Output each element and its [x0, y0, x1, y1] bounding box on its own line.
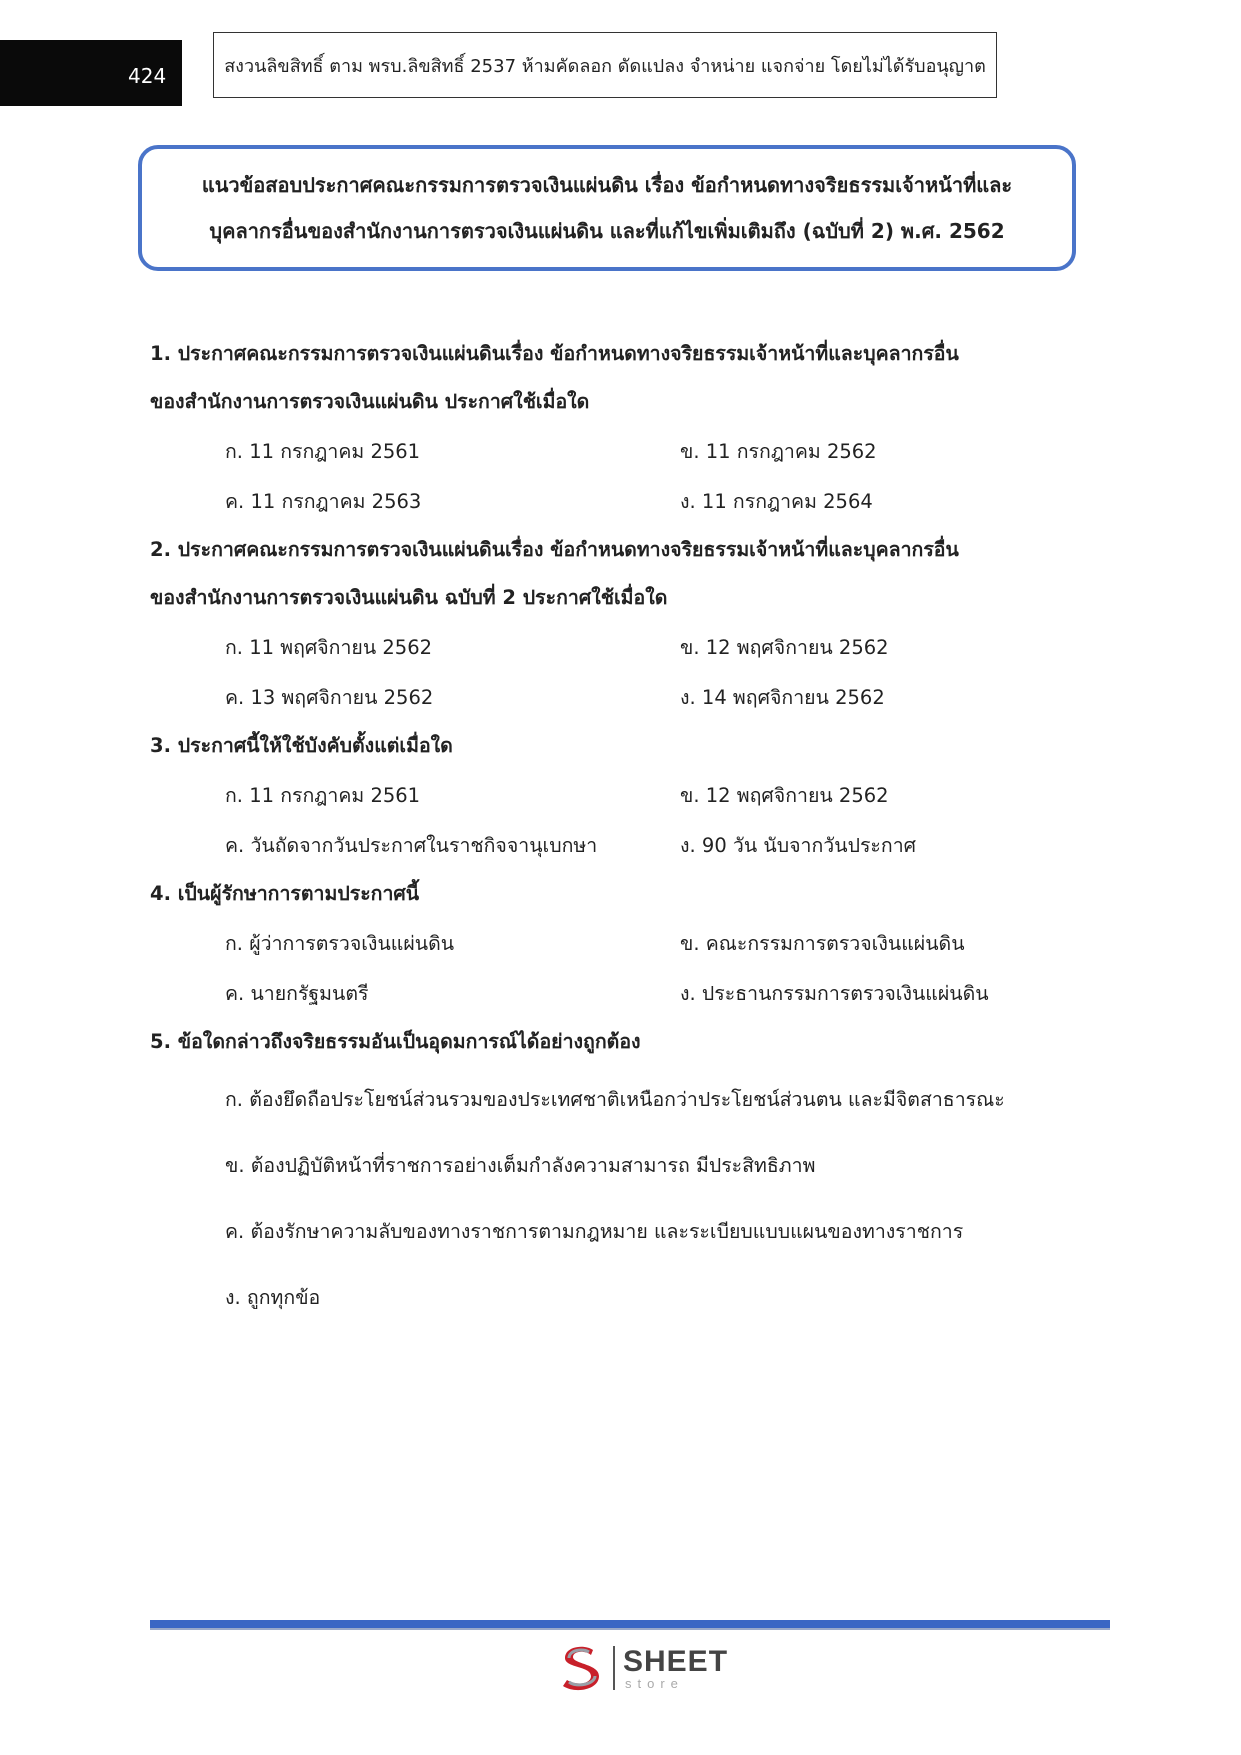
option-b: ข. คณะกรรมการตรวจเงินแผ่นดิน — [680, 931, 965, 955]
footer-divider-shadow — [150, 1628, 1110, 1630]
option-c: ค. ต้องรักษาความลับของทางราชการตามกฎหมาย และระเบียบแบบแผนของทางราชการ — [225, 1219, 964, 1243]
question-text-cont: ของสำนักงานการตรวจเงินแผ่นดิน ประกาศใช้เมื่อใด — [150, 390, 590, 413]
option-a: ก. 11 พฤศจิกายน 2562 — [225, 635, 433, 659]
question-3 — [150, 722, 1100, 870]
question-text: 5. ข้อใดกล่าวถึงจริยธรรมอันเป็นอุดมการณ์ได้อย่างถูกต้อง — [150, 1030, 641, 1053]
page-number: 424 — [128, 64, 167, 88]
logo-divider — [613, 1646, 615, 1690]
option-d: ง. 11 กรกฎาคม 2564 — [680, 489, 873, 513]
logo-brand: SHEET — [623, 1644, 729, 1678]
question-text: 3. ประกาศนี้ให้ใช้บังคับตั้งแต่เมื่อใด — [150, 734, 453, 757]
option-c: ค. วันถัดจากวันประกาศในราชกิจจานุเบกษา — [225, 833, 598, 857]
footer-divider — [150, 1620, 1110, 1628]
option-b: ข. ต้องปฏิบัติหน้าที่ราชการอย่างเต็มกำลังความสามารถ มีประสิทธิภาพ — [225, 1153, 816, 1177]
option-b: ข. 12 พฤศจิกายน 2562 — [680, 783, 889, 807]
option-a: ก. ต้องยึดถือประโยชน์ส่วนรวมของประเทศชาติเหนือกว่าประโยชน์ส่วนตน และมีจิตสาธารณะ — [225, 1087, 1005, 1111]
question-text: 1. ประกาศคณะกรรมการตรวจเงินแผ่นดินเรื่อง ข้อกำหนดทางจริยธรรมเจ้าหน้าที่และบุคลากรอื่น — [150, 342, 959, 365]
option-b: ข. 11 กรกฎาคม 2562 — [680, 439, 877, 463]
sheet-store-s-icon — [555, 1642, 605, 1694]
document-title-box — [138, 145, 1076, 271]
question-list — [150, 330, 1100, 1330]
option-d: ง. 14 พฤศจิกายน 2562 — [680, 685, 885, 709]
question-5 — [150, 1018, 1100, 1330]
question-4 — [150, 870, 1100, 1018]
title-line-1: แนวข้อสอบประกาศคณะกรรมการตรวจเงินแผ่นดิน เรื่อง ข้อกำหนดทางจริยธรรมเจ้าหน้าที่และ — [201, 173, 1013, 197]
question-text-cont: ของสำนักงานการตรวจเงินแผ่นดิน ฉบับที่ 2 ประกาศใช้เมื่อใด — [150, 586, 668, 609]
question-text: 2. ประกาศคณะกรรมการตรวจเงินแผ่นดินเรื่อง ข้อกำหนดทางจริยธรรมเจ้าหน้าที่และบุคลากรอื่น — [150, 538, 959, 561]
option-a: ก. 11 กรกฎาคม 2561 — [225, 783, 421, 807]
option-d: ง. ประธานกรรมการตรวจเงินแผ่นดิน — [680, 981, 989, 1005]
option-d: ง. 90 วัน นับจากวันประกาศ — [680, 833, 917, 857]
question-text: 4. เป็นผู้รักษาการตามประกาศนี้ — [150, 882, 420, 905]
copyright-notice: สงวนลิขสิทธิ์ ตาม พรบ.ลิขสิทธิ์ 2537 ห้ามคัดลอก ดัดแปลง จำหน่าย แจกจ่าย โดยไม่ได้รับอนุญาต — [213, 32, 997, 98]
option-a: ก. 11 กรกฎาคม 2561 — [225, 439, 421, 463]
option-c: ค. 13 พฤศจิกายน 2562 — [225, 685, 434, 709]
question-2 — [150, 526, 1100, 722]
option-c: ค. นายกรัฐมนตรี — [225, 981, 369, 1005]
option-b: ข. 12 พฤศจิกายน 2562 — [680, 635, 889, 659]
question-1 — [150, 330, 1100, 526]
option-d: ง. ถูกทุกข้อ — [225, 1285, 321, 1309]
logo-brand-sub: store — [625, 1675, 684, 1691]
title-line-2: บุคลากรอื่นของสำนักงานการตรวจเงินแผ่นดิน และที่แก้ไขเพิ่มเติมถึง (ฉบับที่ 2) พ.ศ. 2562 — [209, 219, 1005, 243]
option-a: ก. ผู้ว่าการตรวจเงินแผ่นดิน — [225, 931, 455, 955]
option-c: ค. 11 กรกฎาคม 2563 — [225, 489, 422, 513]
sheet-store-logo — [555, 1642, 728, 1694]
